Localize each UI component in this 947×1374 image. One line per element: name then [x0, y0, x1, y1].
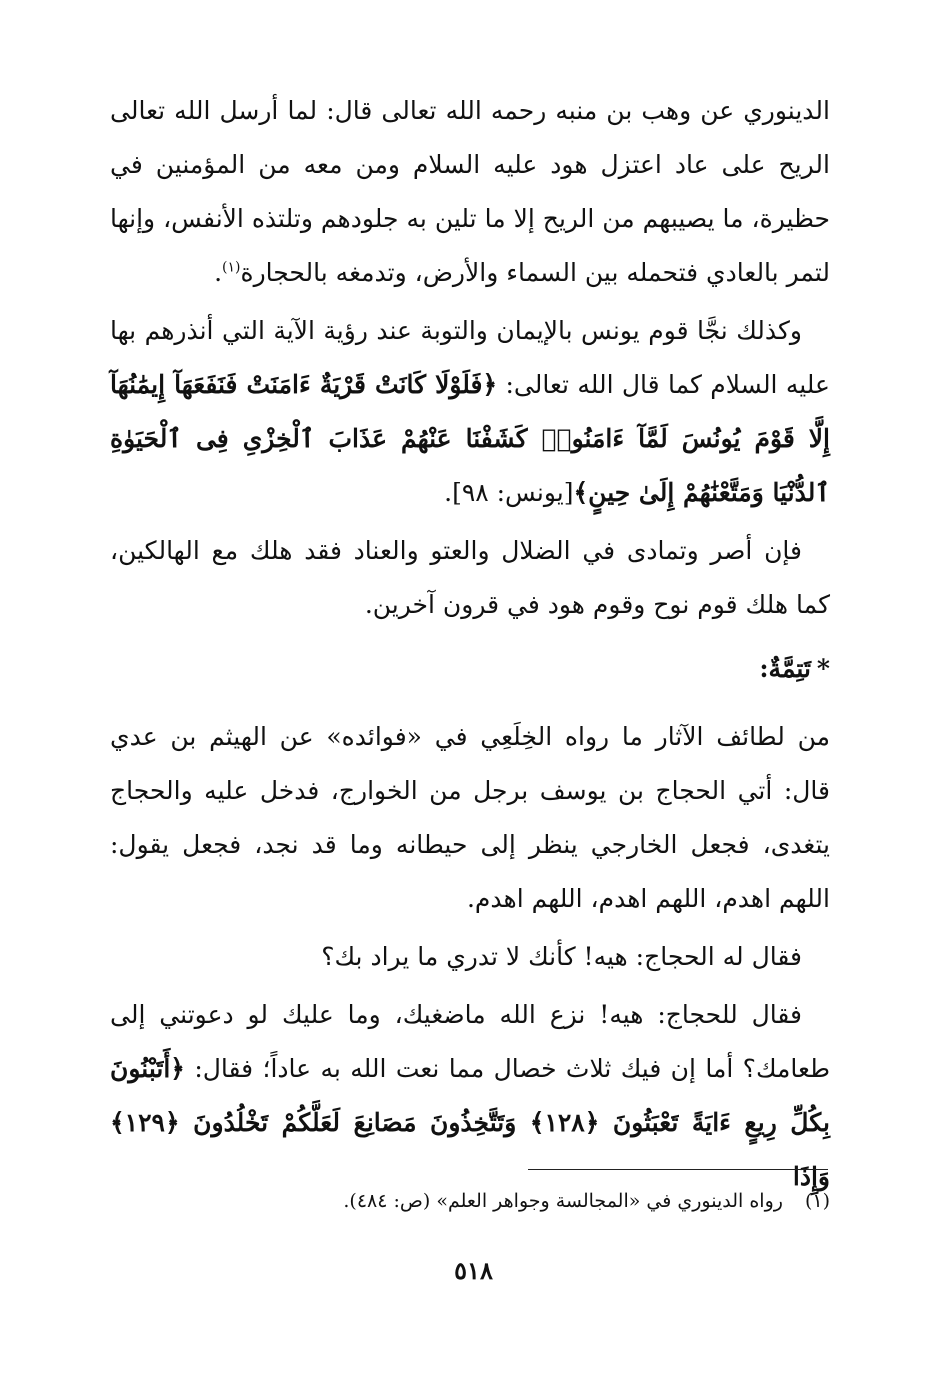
quran-verse-yunus: ﴿فَلَوْلَا كَانَتْ قَرْيَةٌ ءَامَنَتْ فَنَفَعَهَآ إِيمَٰنُهَآ إِلَّا قَوْمَ يُونُسَ لَمَّآ ءَامَنُوا۟ كَشَفْنَا عَنْهُمْ عَذَابَ ٱلْخِزْىِ فِى ٱلْحَيَوٰةِ ٱلدُّنْيَا وَمَتَّعْنَٰهُمْ إِلَىٰ حِينٍ﴾ [110, 370, 830, 507]
heading-star-icon: * [816, 654, 830, 683]
paragraph-1-text: الدينوري عن وهب بن منبه رحمه الله تعالى قال: لما أرسل الله تعالى الريح على عاد اعتزل هود عليه السلام ومن معه من المؤمنين في حظيرة، ما يصيبهم من الريح إلا ما تلين به جلودهم وتلتذه الأنفس، وإنها لتمر بالعادي فتحمله بين السماء والأرض، وتدمغه بالحجارة [110, 96, 830, 287]
paragraph-3: فإن أصر وتمادى في الضلال والعتو والعناد فقد هلك مع الهالكين، كما هلك قوم نوح وقوم هود في قرون آخرين. [110, 536, 830, 619]
paragraph-1 [110, 84, 830, 300]
footnote-divider [528, 1169, 828, 1170]
paragraph-6 [110, 988, 830, 1204]
section-heading [110, 642, 830, 696]
footnote-text: رواه الدينوري في «المجالسة وجواهر العلم» (ص: ٤٨٤). [343, 1190, 783, 1212]
main-text [110, 84, 830, 1208]
paragraph-4: من لطائف الآثار ما رواه الخِلَعِي في «فوائده» عن الهيثم بن عدي قال: أتي الحجاج بن يوسف برجل من الخوارج، فدخل عليه والحجاج يتغدى، فجعل الخارجي ينظر إلى حيطانه وما قد نجد، فجعل يقول: اللهم اهدم، اللهم اهدم، اللهم اهدم. [110, 722, 830, 913]
footnote [110, 1186, 830, 1216]
page-number: ٥١٨ [454, 1256, 493, 1285]
section-heading-text: تَتِمَّةٌ: [759, 654, 811, 683]
footnote-number: (١) [804, 1190, 830, 1212]
paragraph-5: فقال له الحجاج: هيه! كأنك لا تدري ما يراد بك؟ [321, 942, 802, 971]
footnote-reference: (١) [222, 259, 241, 276]
quran-verse-shuara: ﴿أَتَبْنُونَ بِكُلِّ رِيعٍ ءَايَةً تَعْبَثُونَ ﴿١٢٨﴾ وَتَتَّخِذُونَ مَصَانِعَ لَعَلَّكُمْ تَخْلُدُونَ ﴿١٢٩﴾ وَإِذَا [110, 1054, 830, 1191]
paragraph-6-intro: فقال للحجاج: هيه! نزع الله ماضغيك، وما عليك لو دعوتني إلى طعامك؟ أما إن فيك ثلاث خصال مما نعت الله به عاداً؛ فقال: [110, 1000, 830, 1083]
paragraph-2 [110, 304, 830, 520]
paragraph-2-intro: وكذلك نجَّا قوم يونس بالإيمان والتوبة عند رؤية الآية التي أنذرهم بها عليه السلام كما قال الله تعالى: [110, 316, 830, 399]
paragraph-1-end: . [214, 258, 223, 287]
verse-citation: [يونس: ٩٨]. [444, 478, 574, 507]
